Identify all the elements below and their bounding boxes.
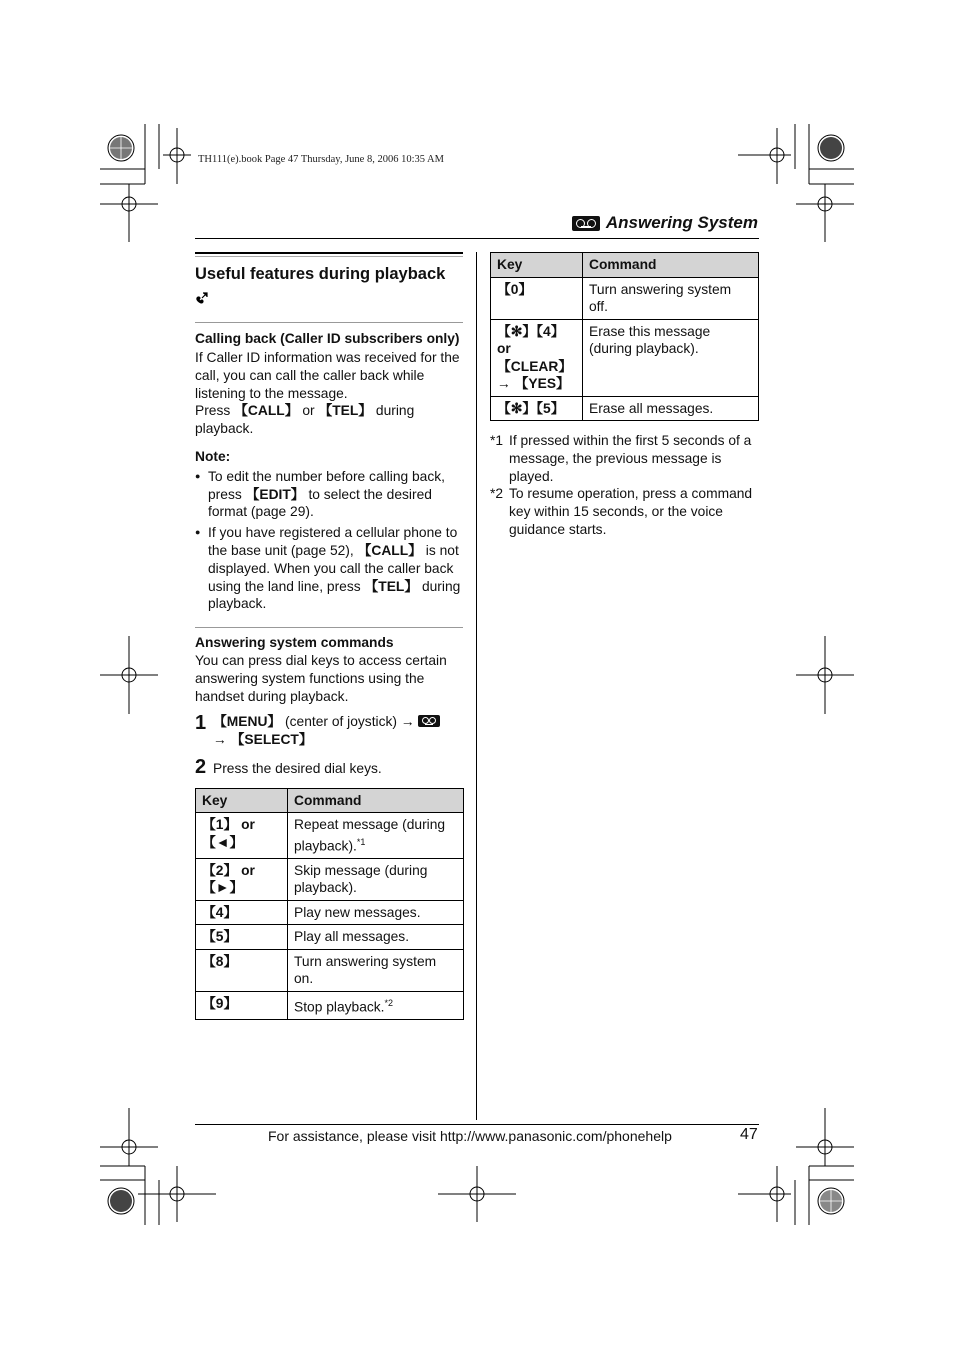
note1-b: to select the desired format (page 29). — [208, 486, 432, 520]
arrow-icon: → — [400, 714, 415, 730]
note2-b: is not displayed. When you call the caller back using the land line, press — [208, 542, 459, 594]
key-cell: 【4】 — [196, 900, 288, 925]
footnote-ref: *1 — [356, 836, 366, 847]
note-item — [195, 524, 463, 613]
key-cell: 【1】 or 【◄】 — [196, 813, 288, 859]
callback-press — [195, 402, 463, 438]
section-title — [572, 213, 758, 233]
divider — [195, 322, 463, 323]
callback-title: Calling back (Caller ID subscribers only) — [195, 331, 460, 346]
footnote-mark: *1 — [490, 433, 504, 448]
command-cell: Turn answering system off. — [583, 277, 759, 319]
table-row — [196, 900, 464, 925]
answering-system-icon — [418, 715, 440, 727]
command-cell — [288, 813, 464, 859]
step-number: 2 — [195, 755, 207, 778]
footer-text: For assistance, please visit http://www.panasonic.com/phonehelp — [268, 1128, 672, 1144]
command-cell: Play all messages. — [288, 925, 464, 950]
table-row — [491, 319, 759, 396]
note1-a: To edit the number before calling back, press — [208, 468, 445, 502]
note2-a: If you have registered a cellular phone to the base unit (page 52), — [208, 525, 458, 558]
key-cell: 【5】 — [196, 925, 288, 950]
footnote — [490, 485, 758, 538]
commands-table — [195, 788, 464, 1020]
step-1-center: (center of joystick) — [281, 714, 401, 730]
print-info: TH111(e).book Page 47 Thursday, June 8, 2006 10:35 AM — [198, 154, 444, 165]
footnote — [490, 432, 758, 485]
footnote-text: If pressed within the first 5 seconds of a message, the previous message is played. — [509, 433, 752, 484]
command-cell: Play new messages. — [288, 900, 464, 925]
key-cell: 【8】 — [196, 949, 288, 991]
col-key-header: Key — [196, 788, 288, 813]
key-edit: 【EDIT】 — [245, 486, 305, 502]
table-row — [491, 396, 759, 421]
key-tel: 【TEL】 — [364, 578, 419, 594]
key-tel: 【TEL】 — [318, 403, 373, 419]
section-heading — [195, 263, 463, 311]
handset-icon — [195, 289, 463, 311]
column-divider — [476, 252, 477, 1120]
footnote-mark: *2 — [490, 486, 504, 502]
table-row — [196, 925, 464, 950]
footnotes — [490, 432, 758, 539]
press-suffix: during playback. — [195, 403, 415, 437]
key-cell: 【9】 — [196, 991, 288, 1019]
note-item — [195, 468, 463, 521]
or-text: or — [298, 403, 319, 419]
command-text: Stop playback. — [294, 999, 385, 1015]
arrow-icon: → — [213, 732, 227, 748]
key-cell: 【0】 — [491, 277, 583, 319]
table-row — [196, 991, 464, 1019]
right-column — [490, 252, 758, 539]
key-cell: 【✻】【4】 or 【CLEAR】 → 【YES】 — [491, 319, 583, 396]
col-command-header: Command — [288, 788, 464, 813]
table-row — [196, 858, 464, 900]
heading-text: Useful features during playback — [195, 265, 446, 283]
step-1 — [195, 713, 463, 749]
left-column — [195, 252, 463, 1020]
callback-body: If Caller ID information was received for the call, you can call the caller back while listening to the message. — [195, 350, 460, 401]
key-call: 【CALL】 — [357, 542, 422, 558]
section-title-text: Answering System — [605, 213, 758, 232]
commands-title: Answering system commands — [195, 635, 394, 651]
answering-system-icon — [572, 216, 600, 231]
heading-rule — [195, 252, 463, 257]
key-menu: 【MENU】 — [213, 714, 282, 730]
header-rule — [195, 238, 759, 239]
col-command-header: Command — [583, 253, 759, 278]
key-call: 【CALL】 — [234, 403, 299, 419]
table-header-row — [491, 253, 759, 278]
note-title: Note: — [195, 448, 231, 464]
key-select: 【SELECT】 — [230, 732, 313, 748]
footnote-ref: *2 — [384, 997, 394, 1008]
table-row — [196, 949, 464, 991]
step-number: 1 — [195, 712, 207, 735]
table-row — [196, 813, 464, 859]
step-2 — [195, 757, 463, 778]
commands-table-continued — [490, 252, 759, 421]
command-cell: Turn answering system on. — [288, 949, 464, 991]
command-text: Repeat message (during playback). — [294, 817, 446, 854]
commands-body: You can press dial keys to access certain answering system functions using the handset during playback. — [195, 652, 447, 704]
footnote-text: To resume operation, press a command key within 15 seconds, or the voice guidance starts. — [509, 486, 753, 537]
press-text: Press — [195, 403, 235, 419]
command-cell: Skip message (during playback). — [288, 858, 464, 900]
note-list — [195, 468, 463, 613]
table-header-row — [196, 788, 464, 813]
col-key-header: Key — [491, 253, 583, 278]
command-cell: Erase all messages. — [583, 396, 759, 421]
table-row — [491, 277, 759, 319]
step-2-text: Press the desired dial keys. — [213, 760, 382, 776]
command-cell — [288, 991, 464, 1019]
note2-c: during playback. — [208, 578, 461, 612]
step-1-text — [213, 713, 440, 749]
key-cell: 【✻】【5】 — [491, 396, 583, 421]
page-number: 47 — [740, 1126, 758, 1143]
divider — [195, 627, 463, 628]
footer-rule — [195, 1124, 759, 1125]
key-cell: 【2】 or 【►】 — [196, 858, 288, 900]
command-cell: Erase this message (during playback). — [583, 319, 759, 396]
